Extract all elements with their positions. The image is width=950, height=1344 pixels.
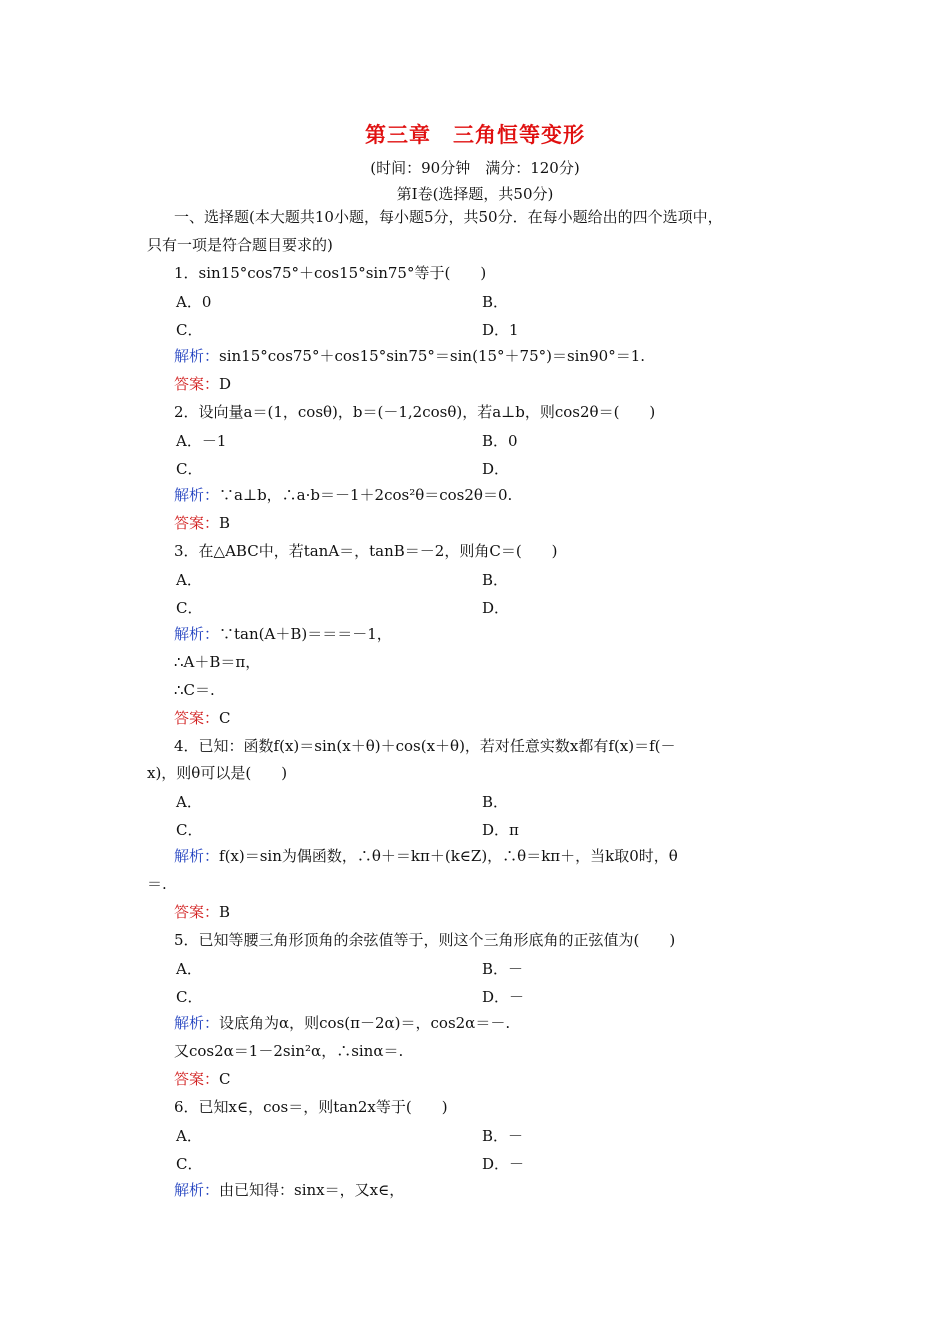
q1-analysis	[174, 346, 645, 366]
q6-option-a: A．	[176, 1127, 202, 1145]
q3-analysis-text: ∵tan(A＋B)＝＝＝－1，	[219, 625, 392, 643]
q3-analysis-line-3: ∴C＝.	[174, 681, 215, 699]
q4-analysis	[174, 846, 678, 866]
q5-option-c: C．	[176, 988, 203, 1006]
q5-answer	[174, 1069, 231, 1089]
q3-answer-value: C	[219, 709, 231, 727]
q4-answer	[174, 902, 230, 922]
question-2-stem: 2．设向量a＝(1，cosθ)，b＝(－1,2cosθ)，若a⊥b，则cos2θ＝( )	[174, 403, 656, 421]
q4-option-c: C．	[176, 821, 203, 839]
q4-analysis-text: f(x)＝sin为偶函数，∴θ＋＝kπ＋(k∈Z)，∴θ＝kπ＋，当k取0时，θ	[219, 847, 678, 865]
q4-option-a: A．	[176, 793, 202, 811]
analysis-label: 解析：	[174, 1181, 220, 1199]
q6-option-d: D．－	[482, 1155, 525, 1173]
q1-option-a: A．0	[176, 293, 212, 311]
q5-analysis-text: 设底角为α，则cos(π－2α)＝，cos2α＝－.	[219, 1014, 511, 1032]
q5-answer-value: C	[219, 1070, 231, 1088]
q5-option-d: D．－	[482, 988, 525, 1006]
q6-analysis	[174, 1180, 404, 1200]
question-4-stem: 4．已知：函数f(x)＝sin(x＋θ)＋cos(x＋θ)，若对任意实数x都有f(x)＝f(－	[174, 737, 676, 755]
analysis-label: 解析：	[174, 347, 220, 365]
section-heading: 第Ⅰ卷(选择题，共50分)	[396, 185, 554, 203]
q6-analysis-text: 由已知得：sinx＝，又x∈，	[219, 1181, 405, 1199]
q5-analysis	[174, 1013, 510, 1033]
q3-answer	[174, 708, 231, 728]
q5-option-b: B．－	[482, 960, 524, 978]
q1-answer-value: D	[219, 375, 232, 393]
question-5-stem: 5．已知等腰三角形顶角的余弦值等于，则这个三角形底角的正弦值为( )	[174, 931, 676, 949]
q2-option-d: D．	[482, 460, 510, 478]
q4-analysis-line-2: ＝.	[147, 875, 167, 893]
analysis-label: 解析：	[174, 1014, 220, 1032]
q3-analysis	[174, 624, 392, 644]
analysis-label: 解析：	[174, 847, 220, 865]
answer-label: 答案：	[174, 1070, 220, 1088]
analysis-label: 解析：	[174, 625, 220, 643]
q5-option-a: A．	[176, 960, 202, 978]
answer-label: 答案：	[174, 903, 220, 921]
q1-answer	[174, 374, 231, 394]
q2-answer	[174, 513, 230, 533]
chapter-title: 第三章 三角恒等变形	[365, 122, 585, 147]
answer-label: 答案：	[174, 514, 220, 532]
q3-option-a: A．	[176, 571, 202, 589]
q2-option-a: A．－1	[176, 432, 227, 450]
question-3-stem: 3．在△ABC中，若tanA＝，tanB＝－2，则角C＝( )	[174, 542, 558, 560]
q1-option-c: C．	[176, 321, 203, 339]
q5-analysis-line-2: 又cos2α＝1－2sin²α，∴sinα＝.	[174, 1042, 404, 1060]
q1-option-b: B．	[482, 293, 509, 311]
q6-option-b: B．－	[482, 1127, 524, 1145]
q4-option-b: B．	[482, 793, 509, 811]
q3-option-d: D．	[482, 599, 510, 617]
analysis-label: 解析：	[174, 486, 220, 504]
question-1-stem: 1．sin15°cos75°＋cos15°sin75°等于( )	[174, 264, 487, 282]
q3-option-c: C．	[176, 599, 203, 617]
q1-option-d: D．1	[482, 321, 519, 339]
exam-meta: (时间：90分钟 满分：120分)	[370, 159, 580, 177]
answer-label: 答案：	[174, 709, 220, 727]
q2-option-b: B．0	[482, 432, 518, 450]
q2-analysis	[174, 485, 512, 505]
q3-analysis-line-2: ∴A＋B＝π，	[174, 653, 261, 671]
q2-answer-value: B	[219, 514, 231, 532]
q6-option-c: C．	[176, 1155, 203, 1173]
q4-answer-value: B	[219, 903, 231, 921]
question-6-stem: 6．已知x∈，cos＝，则tan2x等于( )	[174, 1098, 448, 1116]
instructions-line-1: 一、选择题(本大题共10小题，每小题5分，共50分．在每小题给出的四个选项中，	[174, 208, 723, 226]
q2-option-c: C．	[176, 460, 203, 478]
q2-analysis-text: ∵a⊥b，∴a·b＝－1＋2cos²θ＝cos2θ＝0.	[219, 486, 513, 504]
question-4-stem-line-2: x)，则θ可以是( )	[147, 764, 288, 782]
q3-option-b: B．	[482, 571, 509, 589]
q4-option-d: D．π	[482, 821, 519, 839]
q1-analysis-text: sin15°cos75°＋cos15°sin75°＝sin(15°＋75°)＝sin90°＝1.	[219, 347, 646, 365]
answer-label: 答案：	[174, 375, 220, 393]
instructions-line-2: 只有一项是符合题目要求的)	[147, 236, 333, 254]
